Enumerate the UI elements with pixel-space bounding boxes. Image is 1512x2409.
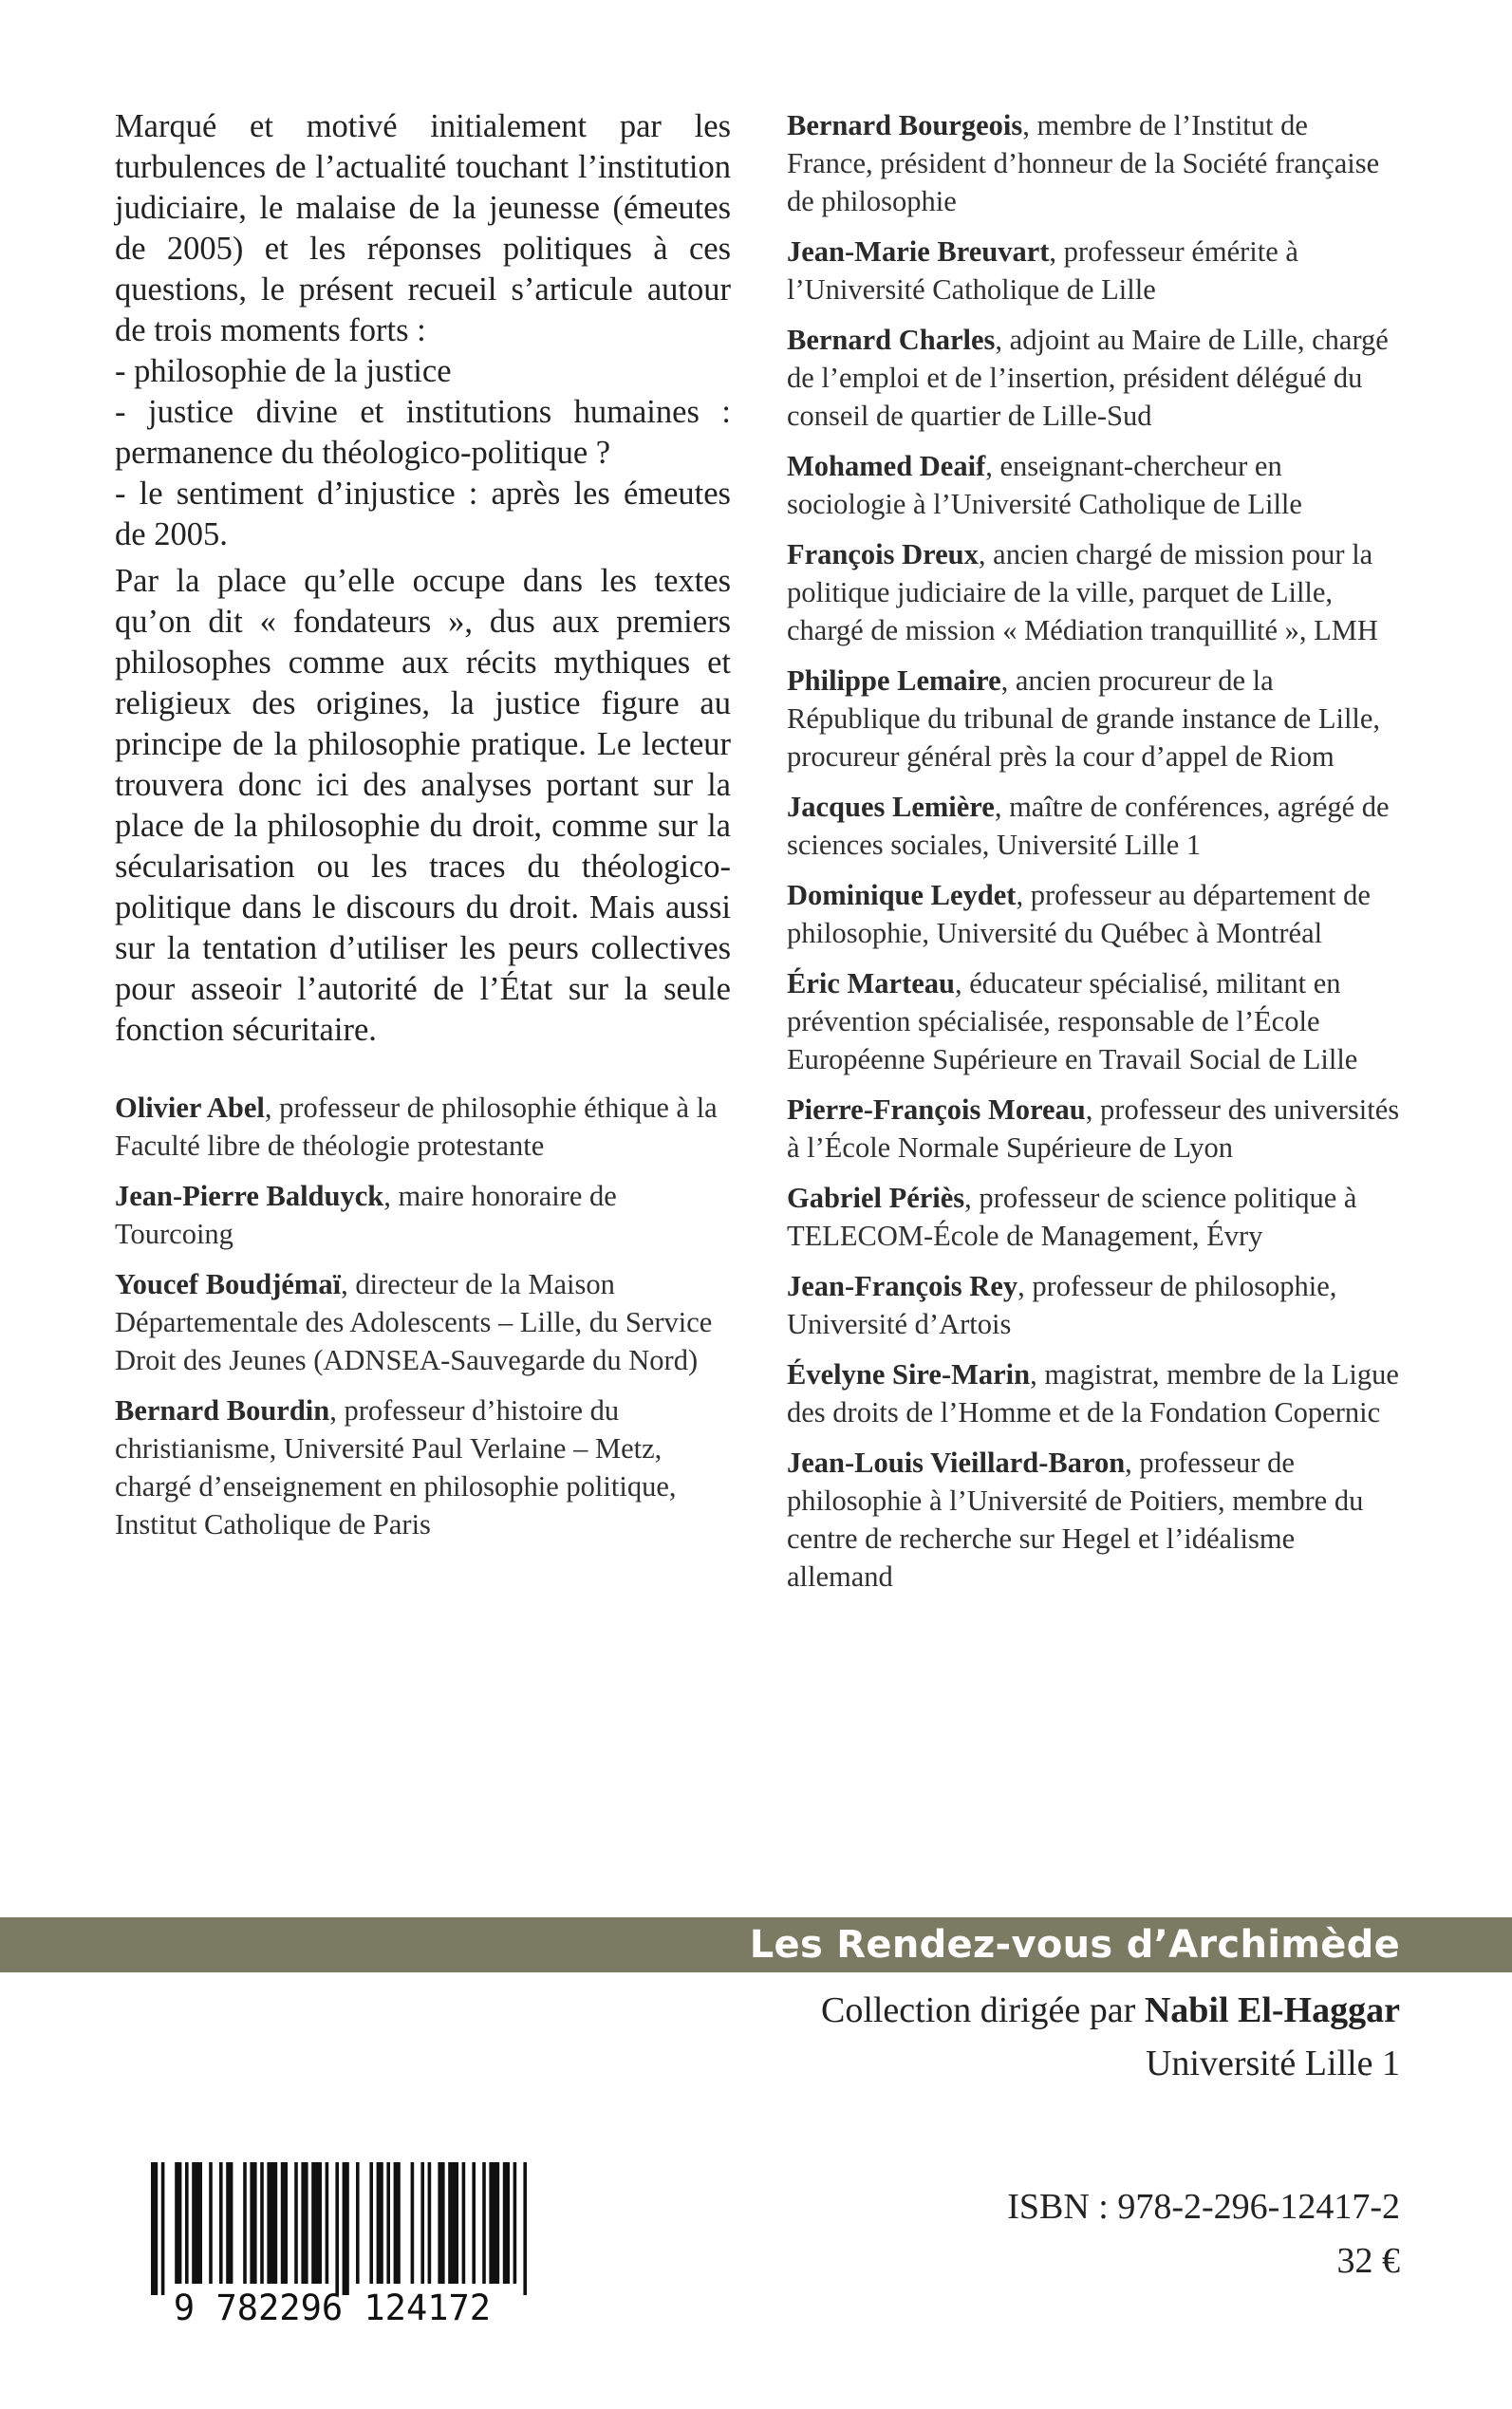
contributors-list-left [115, 1089, 731, 1543]
collection-director-line [821, 1984, 1400, 2037]
barcode-bar [335, 2162, 339, 2295]
barcode-bar [219, 2162, 223, 2284]
intro-line: - le sentiment d’injustice : après les émeutes de 2005. [115, 476, 731, 552]
contributor-entry [787, 964, 1400, 1078]
contributor-description: , professeur de philosophie, Université d’Artois [787, 1270, 1337, 1340]
contributors-list-right [787, 106, 1400, 1608]
contributor-entry [787, 1091, 1400, 1167]
series-band [0, 1917, 1512, 1972]
price: 32 € [1336, 2241, 1400, 2281]
contributor-description: , professeur de science politique à TELECOM-École de Management, Évry [787, 1182, 1357, 1252]
barcode-bar [226, 2162, 233, 2284]
contributor-description: , ancien procureur de la République du tribunal de grande instance de Lille, procureur général près la cour d’appel de Riom [787, 664, 1381, 773]
barcode-bar [311, 2162, 322, 2284]
contributor-name: Jean-Pierre Balduyck [115, 1180, 384, 1212]
intro-paragraph-2: Par la place qu’elle occupe dans les textes qu’on dit « fondateurs », dus aux premiers philosophes comme aux récits mythiques et religieux des origines, la justice figure au principe de la philosophie pratique. Le lecteur trouvera donc ici des analyses portant sur la place de la philosophie du droit, comme sur la sécularisation ou les traces du théologico-politique dans le discours du droit. Mais aussi sur la tentation d’utiliser les peurs collectives pour asseoir l’autorité de l’État sur la seule fonction sécuritaire. [115, 563, 731, 1048]
barcode-bar [472, 2162, 476, 2284]
contributor-description: , éducateur spécialisé, militant en prévention spécialisée, responsable de l’École Européenne Supérieure en Travail Social de Lille [787, 967, 1358, 1075]
barcode-bar [377, 2162, 383, 2284]
contributor-description: , professeur d’histoire du christianisme, Université Paul Verlaine – Metz, chargé d’enseignement en philosophie politique, Institut Catholique de Paris [115, 1394, 677, 1541]
contributor-description: , maire honoraire de Tourcoing [115, 1180, 617, 1250]
barcode-bar [192, 2162, 202, 2284]
contributor-description: , maître de conférences, agrégé de sciences sociales, Université Lille 1 [787, 791, 1390, 861]
contributor-entry [115, 1089, 731, 1165]
collection-prefix: Collection dirigée par [820, 1990, 1145, 2030]
barcode-bar [462, 2162, 466, 2284]
barcode-digits: 9 782296 124172 [173, 2288, 492, 2325]
contributor-name: Gabriel Périès [787, 1182, 965, 1214]
contributor-name: Éric Marteau [787, 967, 955, 999]
barcode-bar [428, 2162, 432, 2284]
barcode-bar [489, 2162, 499, 2284]
isbn-block [1007, 2180, 1400, 2288]
barcode-bar [482, 2162, 486, 2284]
barcode-bar [151, 2162, 158, 2295]
contributor-entry [115, 1391, 731, 1543]
barcode-bar [503, 2162, 510, 2284]
barcode-bar [343, 2162, 349, 2295]
barcode-bar [301, 2162, 308, 2284]
barcode-bar [185, 2162, 189, 2284]
contributor-name: Bernard Charles [787, 324, 996, 356]
contributor-name: Jean-Marie Breuvart [787, 235, 1050, 268]
contributor-description: , adjoint au Maire de Lille, chargé de l’emploi et de l’insertion, président délégué du conseil de quartier de Lille-Sud [787, 324, 1389, 432]
contributor-entry [787, 876, 1400, 952]
barcode-bar [250, 2162, 256, 2284]
barcode-bar [420, 2162, 424, 2284]
barcode-bar [411, 2162, 415, 2284]
collection-institution: Université Lille 1 [1145, 2044, 1400, 2083]
barcode-bar [209, 2162, 213, 2284]
contributor-name: Jacques Lemière [787, 791, 995, 823]
contributor-name: Philippe Lemaire [787, 664, 1001, 697]
collection-director: Nabil El-Haggar [1144, 1990, 1400, 2030]
contributor-description: , magistrat, membre de la Ligue des droits de l’Homme et de la Fondation Copernic [787, 1358, 1399, 1429]
left-column [115, 106, 731, 1556]
barcode [119, 2162, 546, 2325]
contributor-name: Jean-Louis Vieillard-Baron [787, 1447, 1126, 1479]
barcode-bar [294, 2162, 298, 2284]
contributor-name: Dominique Leydet [787, 879, 1017, 911]
contributor-name: Bernard Bourdin [115, 1394, 330, 1427]
barcode-bar [243, 2162, 247, 2284]
barcode-bar [513, 2162, 517, 2284]
barcode-bar [356, 2162, 360, 2284]
intro-paragraph-1 [115, 106, 731, 555]
contributor-description: , membre de l’Institut de France, président d’honneur de la Société française de philosophie [787, 109, 1380, 217]
contributor-name: Youcef Boudjémaï [115, 1268, 342, 1300]
contributor-name: Pierre-François Moreau [787, 1093, 1086, 1126]
contributor-name: Évelyne Sire-Marin [787, 1358, 1031, 1391]
barcode-bar [267, 2162, 277, 2284]
contributor-description: , enseignant-chercheur en sociologie à l’Université Catholique de Lille [787, 450, 1302, 520]
barcode-bar [386, 2162, 390, 2284]
contributor-description: , professeur émérite à l’Université Catholique de Lille [787, 235, 1298, 306]
contributor-entry [787, 535, 1400, 649]
collection-info [821, 1984, 1400, 2090]
barcode-bar [281, 2162, 288, 2284]
contributor-name: Mohamed Deaif [787, 450, 986, 482]
contributor-entry [787, 447, 1400, 523]
barcode-bar [438, 2162, 444, 2284]
intro-line: - philosophie de la justice [115, 353, 452, 389]
contributor-entry [787, 788, 1400, 864]
barcode-bar [326, 2162, 329, 2284]
contributor-entry [787, 233, 1400, 308]
barcode-bar [369, 2162, 373, 2284]
contributor-entry [115, 1177, 731, 1253]
contributor-entry [787, 662, 1400, 775]
intro-line: - justice divine et institutions humaines : permanence du théologico-politique ? [115, 394, 731, 471]
barcode-bar [260, 2162, 264, 2284]
barcode-bar [523, 2162, 527, 2295]
contributor-description: , professeur de philosophie éthique à la Faculté libre de théologie protestante [115, 1092, 718, 1162]
contributor-entry [115, 1265, 731, 1379]
contributor-entry [787, 321, 1400, 435]
contributor-description: , directeur de la Maison Départementale des Adolescents – Lille, du Service Droit des Jeunes (ADNSEA-Sauvegarde du Nord) [115, 1268, 713, 1376]
barcode-bar [394, 2162, 401, 2284]
contributor-name: Bernard Bourgeois [787, 109, 1023, 141]
barcode-bar [161, 2162, 165, 2295]
contributor-entry [787, 1267, 1400, 1343]
contributor-entry [787, 1444, 1400, 1596]
contributor-entry [787, 1355, 1400, 1431]
contributor-description: , professeur au département de philosophie, Université du Québec à Montréal [787, 879, 1371, 949]
contributor-description: , professeur de philosophie à l’Université de Poitiers, membre du centre de recherche sur Hegel et l’idéalisme allemand [787, 1447, 1364, 1593]
contributor-name: François Dreux [787, 538, 979, 570]
intro-line: Marqué et motivé initialement par les turbulences de l’actualité touchant l’institution judiciaire, le malaise de la jeunesse (émeutes de 2005) et les réponses politiques à ces questions, le présent recueil s’articule autour de trois moments forts : [115, 108, 731, 348]
isbn-number: ISBN : 978-2-296-12417-2 [1007, 2187, 1400, 2227]
barcode-bars [151, 2162, 527, 2295]
barcode-bar [448, 2162, 458, 2284]
contributor-name: Jean-François Rey [787, 1270, 1018, 1302]
contributor-description: , professeur des universités à l’École Normale Supérieure de Lyon [787, 1093, 1400, 1164]
series-title: Les Rendez-vous d’Archimède [749, 1923, 1400, 1967]
contributor-description: , ancien chargé de mission pour la politique judiciaire de la ville, parquet de Lille, chargé de mission « Médiation tranquillité », LMH [787, 538, 1378, 646]
barcode-bar [175, 2162, 181, 2284]
contributor-name: Olivier Abel [115, 1092, 265, 1124]
contributor-entry [787, 106, 1400, 220]
contributor-entry [787, 1179, 1400, 1255]
